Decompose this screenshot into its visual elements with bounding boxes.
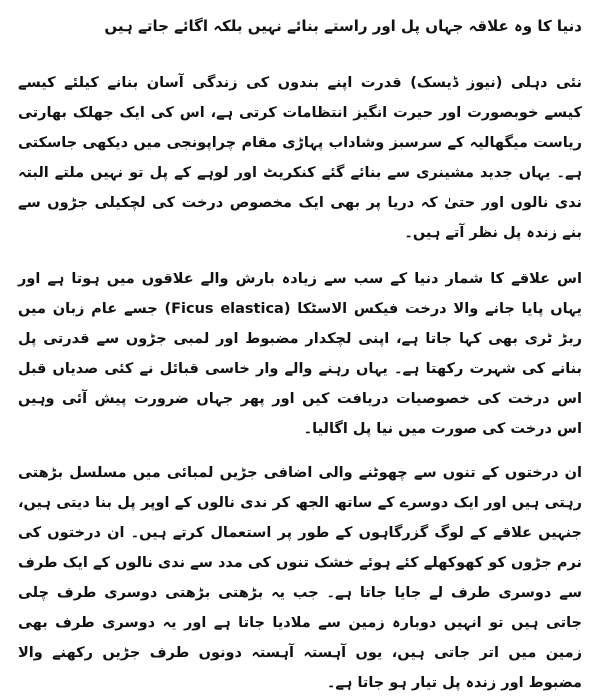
- article-paragraph-1: نئی دہلی (نیوز ڈیسک) قدرت اپنے بندوں کی زندگی آسان بنانے کیلئے کیسے کیسے خوبصورت اور حیرت انگیز انتظامات کرتی ہے، اس کی ایک جھلک بھارتی ریاست میگھالیہ کے سرسبز وشاداب پہاڑی مقام چراپونجی میں دیکھی جاسکتی ہے۔ یہاں جدید مشینری سے بنائے گئے کنکریٹ اور لوہے کے پل تو نہیں ملتے البتہ ندی نالوں اور حتیٰ کہ دریا پر بھی ایک مخصوص درخت کی لچکیلی جڑوں سے بنے زندہ پل نظر آتے ہیں۔: [18, 75, 582, 241]
- article-paragraph-2: اس علاقے کا شمار دنیا کے سب سے زیادہ بارش والے علاقوں میں ہوتا ہے اور یہاں پایا جانے والا درخت فیکس الاسٹکا (Ficus elastica) جسے عام زبان میں ربڑ ٹری بھی کہا جاتا ہے، اپنی لچکدار مضبوط اور لمبی جڑوں سے قدرتی پل بنانے کی شہرت رکھتا ہے۔ یہاں رہنے والے وار خاسی قبائل نے کئی صدیاں قبل اس درخت کی خصوصیات دریافت کیں اور پھر جہاں ضرورت پیش آئی وہیں اس درخت کی صورت میں نیا پل اگالیا۔: [18, 271, 582, 437]
- article-title: دنیا کا وہ علاقہ جہاں پل اور راستے بنائے نہیں بلکہ اگائے جاتے ہیں: [104, 17, 582, 35]
- article-paragraph-3: ان درختوں کے تنوں سے چھوٹنے والی اضافی جڑیں لمبائی میں مسلسل بڑھتی رہتی ہیں اور ایک دوسرے کے ساتھ الجھ کر ندی نالوں کے اوپر پل بنا دیتی ہیں، جنہیں علاقے کے لوگ گزرگاہوں کے طور پر استعمال کرتے ہیں۔ ان درختوں کی نرم جڑوں کو کھوکھلے کئے ہوئے خشک تنوں کی مدد سے ندی نالوں کے ایک طرف سے دوسری طرف لے جایا جاتا ہے۔ جب یہ بڑھتی بڑھتی دوسری طرف چلی جاتی ہیں تو انہیں دوبارہ زمین سے ملادیا جاتا ہے اور یہ دوسری طرف بھی زمین میں اتر جاتی ہیں، یوں آہستہ آہستہ دونوں طرف جڑیں رکھنے والا مضبوط اور زندہ پل تیار ہو جاتا ہے۔: [18, 465, 582, 691]
